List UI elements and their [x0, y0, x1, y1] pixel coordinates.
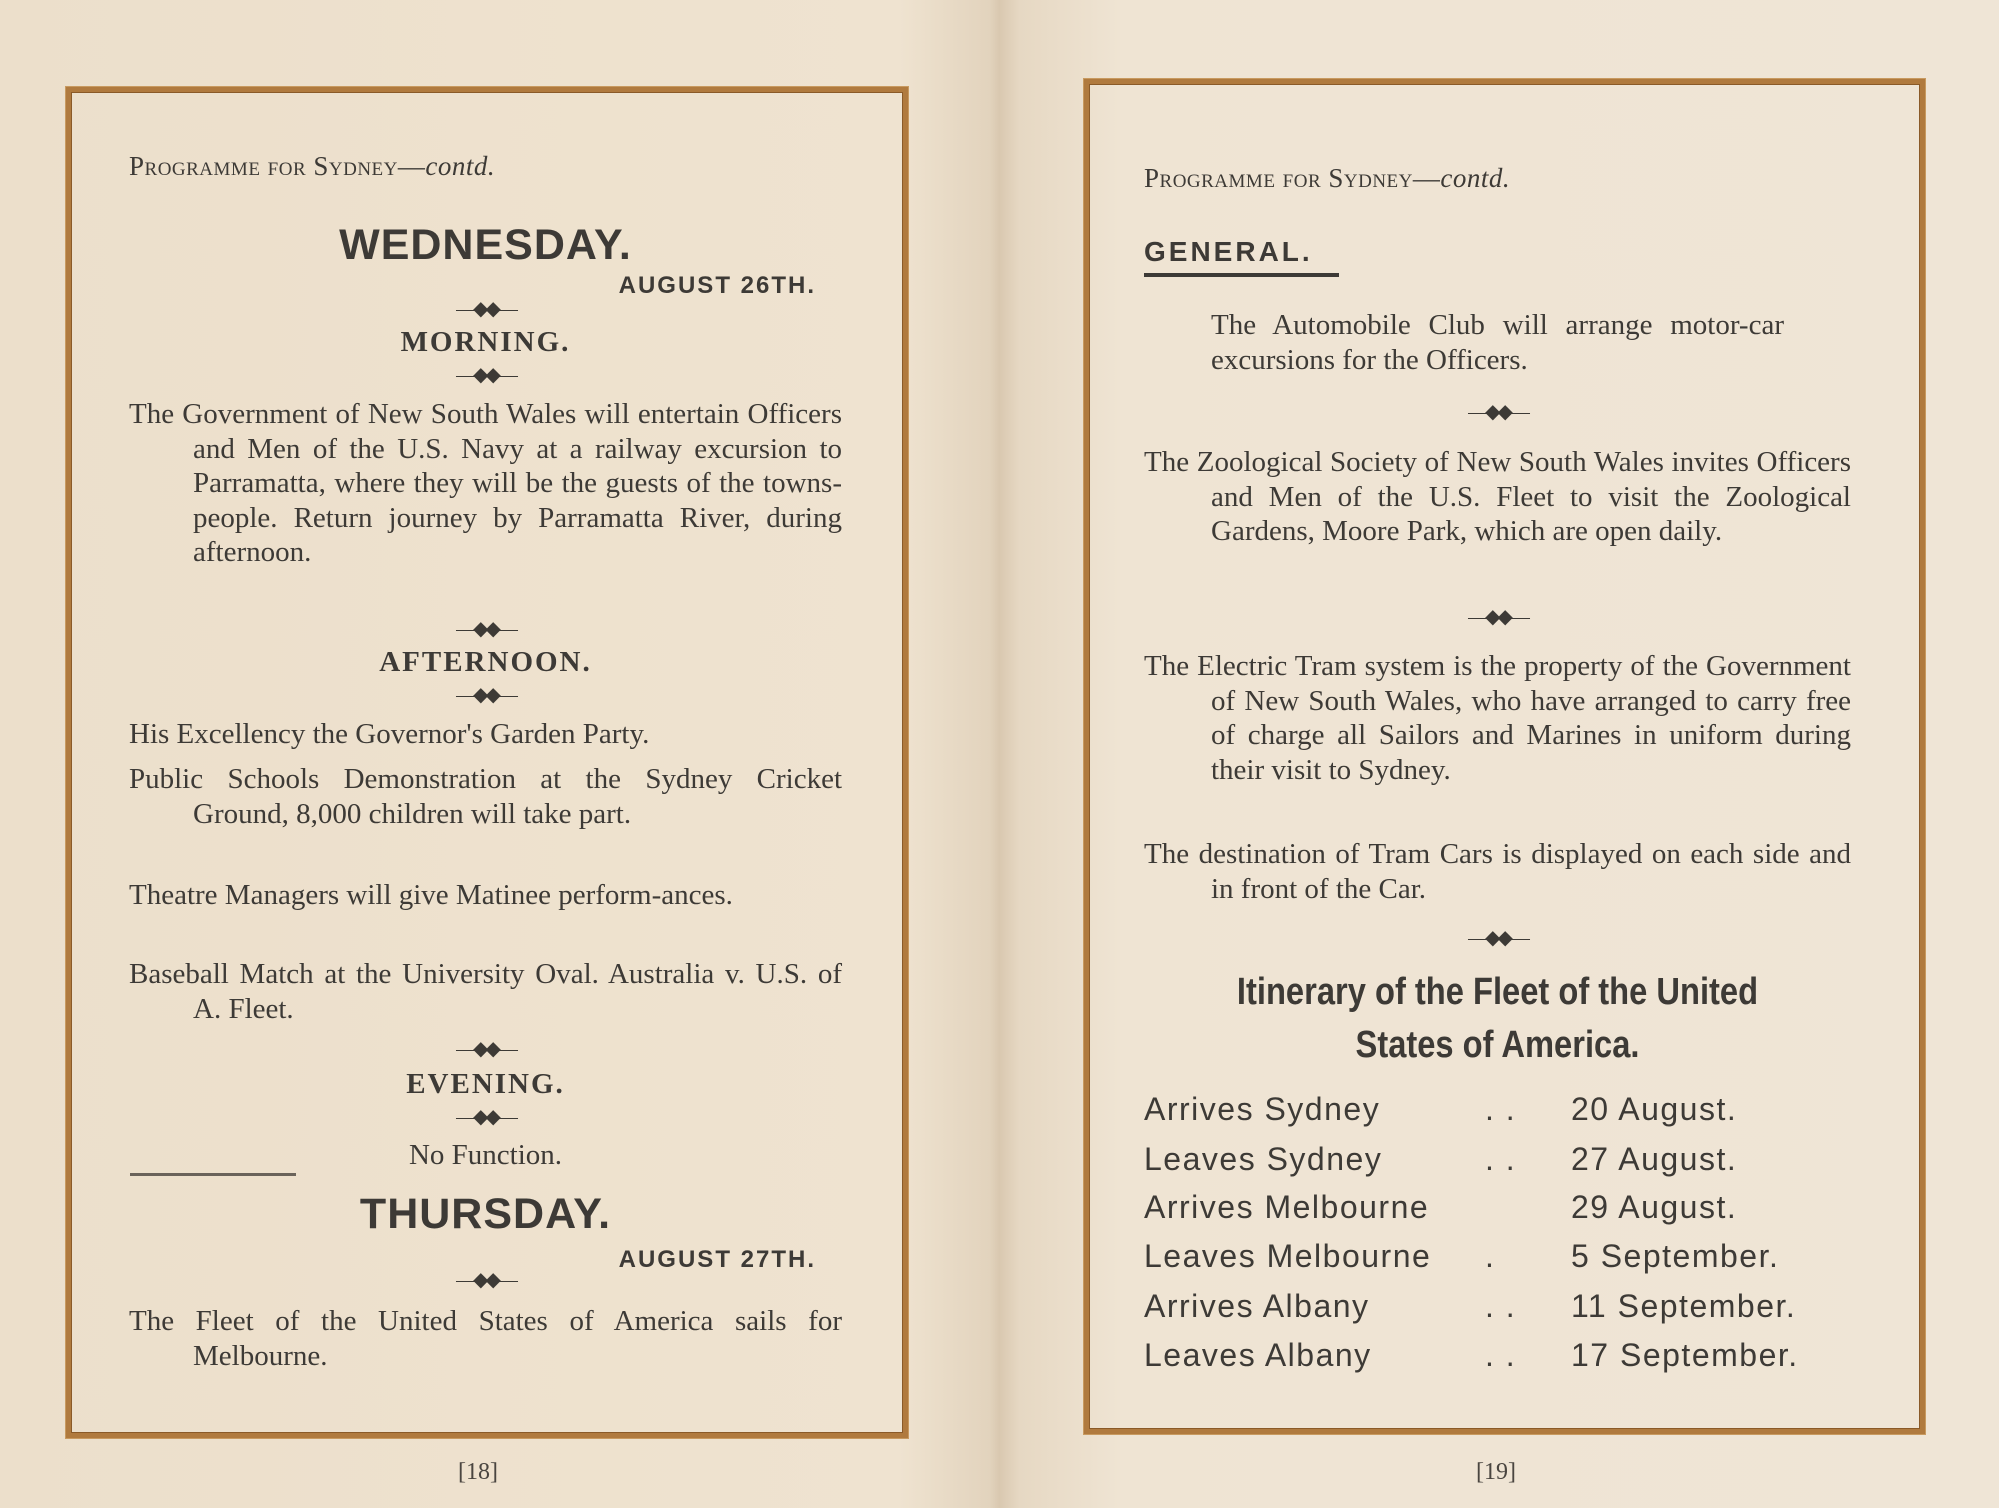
itinerary-title-line: States of America. [1355, 1024, 1640, 1066]
ornament-divider: —◆◆— [456, 684, 515, 706]
ornament-divider: —◆◆— [1468, 927, 1527, 949]
afternoon-item: Theatre Managers will give Matinee perform-ances. [129, 879, 733, 911]
itinerary-event: Arrives Melbourne [1144, 1189, 1430, 1225]
itinerary-title-line: Itinerary of the Fleet of the United [1236, 971, 1759, 1013]
itinerary-dots: . . [1485, 1337, 1517, 1373]
itinerary-date: 11 September. [1571, 1288, 1797, 1324]
ornament-divider: —◆◆— [456, 1269, 515, 1291]
header-contd: contd. [425, 151, 496, 181]
page-number: [18] [458, 1459, 498, 1485]
wednesday-date: AUGUST 26TH. [618, 272, 816, 299]
left-running-header [129, 149, 495, 184]
morning-text: The Government of New South Wales will entertain Officers and Men of the U.S. Navy at a railway excursion to Parramatta, where they will be the guests of the towns-people. Return journey by Parramatta River, during afternoon. [129, 398, 842, 568]
section-rule [130, 1173, 296, 1176]
header-text: Programme for Sydney— [129, 151, 426, 181]
itinerary-title [1173, 966, 1822, 1072]
general-heading: GENERAL. [1144, 236, 1313, 267]
thursday-text: The Fleet of the United States of America sails for Melbourne. [129, 1305, 842, 1372]
itinerary-date: 29 August. [1571, 1189, 1738, 1225]
general-item: The Zoological Society of New South Wales invites Officers and Men of the U.S. Fleet to visit the Zoological Gardens, Moore Park, which are open daily. [1144, 446, 1851, 547]
itinerary-dots: . . [1485, 1288, 1517, 1324]
morning-heading: MORNING. [400, 326, 571, 358]
general-item: The Electric Tram system is the property of the Government of New South Wales, who have arranged to carry free of charge all Sailors and Marines in uniform during their visit to Sydney. [1144, 650, 1851, 786]
itinerary-date: 27 August. [1571, 1141, 1738, 1177]
ornament-divider: —◆◆— [1468, 606, 1527, 628]
itinerary-event: Leaves Melbourne [1144, 1238, 1432, 1274]
general-item: The Automobile Club will arrange motor-car excursions for the Officers. [1211, 309, 1784, 376]
afternoon-item: His Excellency the Governor's Garden Party. [129, 718, 650, 750]
ornament-divider: —◆◆— [456, 618, 515, 640]
evening-heading: EVENING. [406, 1068, 565, 1100]
ornament-divider: —◆◆— [456, 364, 515, 386]
ornament-divider: —◆◆— [456, 1106, 515, 1128]
itinerary-date: 17 September. [1571, 1337, 1799, 1373]
itinerary-dots: . [1485, 1238, 1496, 1274]
ornament-divider: —◆◆— [1468, 401, 1527, 423]
afternoon-item: Baseball Match at the University Oval. Australia v. U.S. of A. Fleet. [129, 958, 842, 1025]
thursday-date: AUGUST 27TH. [618, 1246, 816, 1273]
general-item: The destination of Tram Cars is displayed on each side and in front of the Car. [1144, 838, 1851, 905]
itinerary-date: 20 August. [1571, 1091, 1738, 1127]
header-text: Programme for Sydney— [1144, 163, 1441, 193]
itinerary-event: Arrives Sydney [1144, 1091, 1381, 1127]
itinerary-dots: . . [1485, 1091, 1517, 1127]
itinerary-event: Leaves Sydney [1144, 1141, 1383, 1177]
general-underline [1144, 273, 1339, 277]
evening-text: No Function. [408, 1139, 563, 1171]
itinerary-event: Arrives Albany [1144, 1288, 1370, 1324]
itinerary-dots: . . [1485, 1141, 1517, 1177]
itinerary-date: 5 September. [1571, 1238, 1780, 1274]
page-number: [19] [1476, 1459, 1516, 1485]
itinerary-event: Leaves Albany [1144, 1337, 1372, 1373]
header-contd: contd. [1440, 163, 1511, 193]
right-running-header [1144, 161, 1510, 196]
afternoon-heading: AFTERNOON. [379, 646, 592, 678]
ornament-divider: —◆◆— [456, 298, 515, 320]
afternoon-item: Public Schools Demonstration at the Sydney Cricket Ground, 8,000 children will take part. [129, 763, 842, 830]
ornament-divider: —◆◆— [456, 1038, 515, 1060]
thursday-heading: THURSDAY. [359, 1190, 612, 1238]
wednesday-heading: WEDNESDAY. [339, 221, 632, 269]
